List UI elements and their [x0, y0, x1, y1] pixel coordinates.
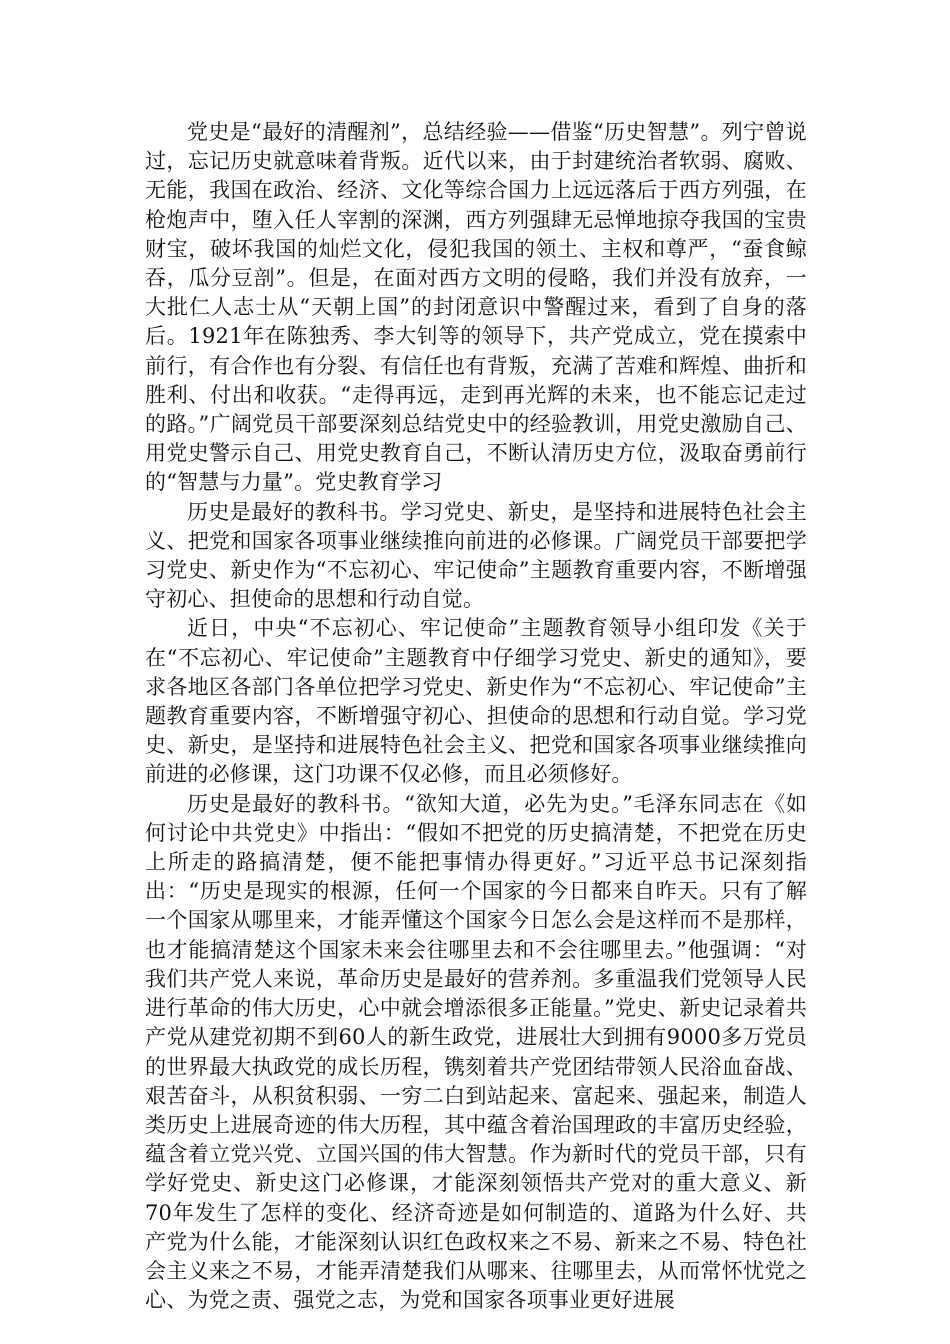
paragraph-4: 历史是最好的教科书。“欲知大道，必先为史。”毛泽东同志在《如何讨论中共党史》中指出：“假如不把党的历史搞清楚，不把党在历史上所走的路搞清楚，便不能把事情办得更好。”习近平总书记深刻指出：“历史是现实的根源，任何一个国家的今日都来自昨天。只有了解一个国家从哪里来，才能弄懂这个国家今日怎么会是这样而不是那样，也才能搞清楚这个国家未来会往哪里去和不会往哪里去。”他强调：“对我们共产党人来说，革命历史是最好的营养剂。多重温我们党领导人民进行革命的伟大历史，心中就会增添很多正能量。”党史、新史记录着共产党从建党初期不到60人的新生政党，进展壮大到拥有9000多万党员的世界最大执政党的成长历程，镌刻着共产党团结带领人民浴血奋战、艰苦奋斗，从积贫积弱、一穷二白到站起来、富起来、强起来，制造人类历史上进展奇迹的伟大历程，其中蕴含着治国理政的丰富历史经验，蕴含着立党兴党、立国兴国的伟大智慧。作为新时代的党员干部，只有学好党史、新史这门必修课，才能深刻领悟共产党对的重大意义、新70年发生了怎样的变化、经济奇迹是如何制造的、道路为什么好、共产党为什么能，才能深刻认识红色政权来之不易、新来之不易、特色社会主义来之不易，才能弄清楚我们从哪来、往哪里去，从而常怀忧党之心、为党之责、强党之志，为党和国家各项事业更好进展 — [145, 791, 807, 1313]
document-body — [145, 118, 807, 1315]
paragraph-3: 近日，中央“不忘初心、牢记使命”主题教育领导小组印发《关于在“不忘初心、牢记使命”主题教育中仔细学习党史、新史的通知》，要求各地区各部门各单位把学习党史、新史作为“不忘初心、牢记使命”主题教育重要内容，不断增强守初心、担使命的思想和行动自觉。学习党史、新史，是坚持和进展特色社会主义、把党和国家各项事业继续推向前进的必修课，这门功课不仅必修，而且必须修好。 — [145, 616, 807, 787]
paragraph-2: 历史是最好的教科书。学习党史、新史，是坚持和进展特色社会主义、把党和国家各项事业继续推向前进的必修课。广阔党员干部要把学习党史、新史作为“不忘初心、牢记使命”主题教育重要内容，不断增强守初心、担使命的思想和行动自觉。 — [145, 499, 807, 612]
paragraph-1: 党史是“最好的清醒剂”，总结经验——借鉴“历史智慧”。列宁曾说过，忘记历史就意味着背叛。近代以来，由于封建统治者软弱、腐败、无能，我国在政治、经济、文化等综合国力上远远落后于西方列强，在枪炮声中，堕入任人宰割的深渊，西方列强肆无忌惮地掠夺我国的宝贵财宝，破坏我国的灿烂文化，侵犯我国的领土、主权和尊严，“蚕食鲸吞，瓜分豆剖”。但是，在面对西方文明的侵略，我们并没有放弃，一大批仁人志士从“天朝上国”的封闭意识中警醒过来，看到了自身的落后。1921年在陈独秀、李大钊等的领导下，共产党成立，党在摸索中前行，有合作也有分裂、有信任也有背叛，充满了苦难和辉煌、曲折和胜利、付出和收获。“走得再远，走到再光辉的未来，也不能忘记走过的路。”广阔党员干部要深刻总结党史中的经验教训，用党史激励自己、用党史警示自己、用党史教育自己，不断认清历史方位，汲取奋勇前行的“智慧与力量”。党史教育学习 — [145, 120, 807, 495]
